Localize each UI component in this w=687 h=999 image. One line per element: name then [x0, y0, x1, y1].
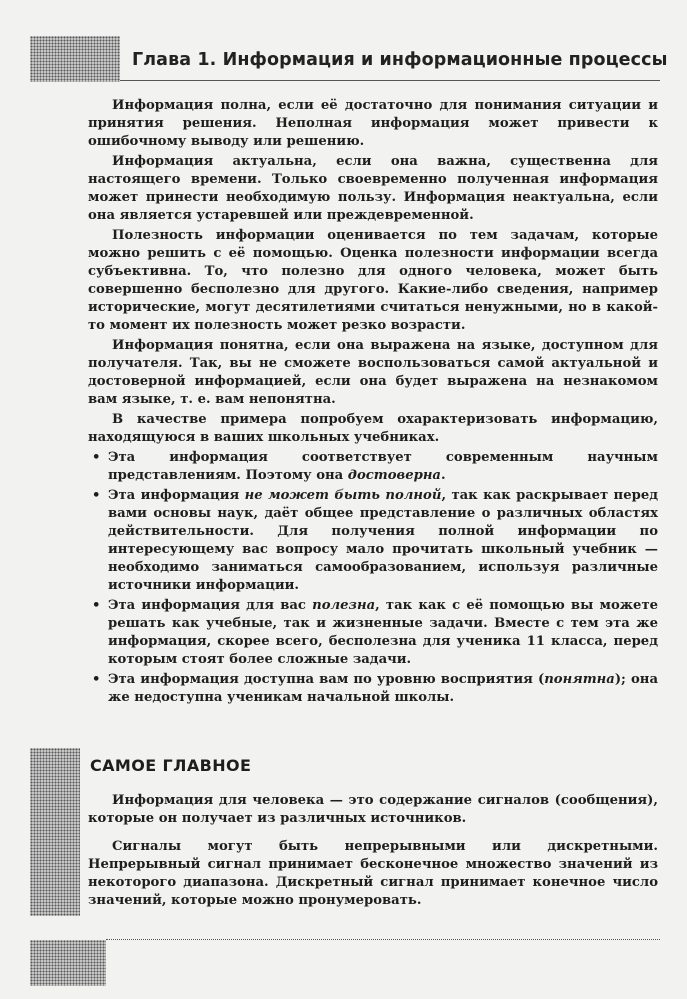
- section-title: САМОЕ ГЛАВНОЕ: [90, 756, 252, 775]
- list-item: • Эта информация не может быть полной, так как раскрывает перед вами основы наук, даёт общее представление о различных областях действительности. Для получения полной информации по интересующему вас вопросу мало прочитать школьный учебник — необходимо заниматься самообразованием, используя различные источники информации.: [92, 488, 658, 593]
- summary-paragraph: Сигналы могут быть непрерывными или дискретными. Непрерывный сигнал принимает бесконечное множество значений из некоторого диапазона. Дискретный сигнал принимает конечное число значений, которые можно пронумеровать.: [88, 839, 658, 908]
- paragraph-usefulness: Полезность информации оценивается по тем задачам, которые можно решить с её помощью. Оценка полезности информации всегда субъективна. То, что полезно для одного человека, может быть совершенно бесполезно для другого. Какие-либо сведения, например исторические, могут десятилетиями считаться ненужными, но в какой-то момент их полезность может резко возрасти.: [88, 228, 658, 333]
- footer-rule: [106, 939, 660, 940]
- paragraph-example: В качестве примера попробуем охарактеризовать информацию, находящуюся в ваших школьных учебниках.: [88, 412, 658, 445]
- list-item: • Эта информация доступна вам по уровню восприятия (понятна); она же недоступна ученикам начальной школы.: [92, 672, 658, 705]
- list-item: • Эта информация для вас полезна, так как с её помощью вы можете решать как учебные, так и жизненные задачи. Вместе с тем эта же информация, скорее всего, бесполезна для ученика 11 класса, перед которым стоят более сложные задачи.: [92, 598, 659, 667]
- paragraph-completeness: Информация полна, если её достаточно для понимания ситуации и принятия решения. Неполная информация может привести к ошибочному выводу или решению.: [88, 98, 658, 149]
- header-halftone-block: [30, 36, 120, 82]
- paragraph-clarity: Информация понятна, если она выражена на языке, доступном для получателя. Так, вы не сможете воспользоваться самой актуальной и достоверной информацией, если она будет выражена на незнакомом вам языке, т. е. вам непонятна.: [88, 338, 658, 407]
- section-halftone-block: [30, 748, 80, 916]
- bullet-icon: •: [92, 488, 101, 503]
- chapter-title: Глава 1. Информация и информационные процессы: [132, 50, 668, 70]
- footer-halftone-block: [30, 940, 106, 986]
- main-text: [88, 97, 658, 707]
- summary-paragraph: Информация для человека — это содержание сигналов (сообщения), которые он получает из различных источников.: [88, 793, 658, 826]
- bullet-icon: •: [92, 598, 101, 613]
- summary-text: [88, 792, 658, 910]
- bullet-icon: •: [92, 450, 101, 465]
- paragraph-relevance: Информация актуальна, если она важна, существенна для настоящего времени. Только своевременно полученная информация может принести необходимую пользу. Информация неактуальна, если она является устаревшей или преждевременной.: [88, 154, 658, 223]
- bullet-list: [88, 449, 658, 707]
- list-item: • Эта информация соответствует современным научным представлениям. Поэтому она достоверна.: [92, 450, 658, 483]
- bullet-icon: •: [92, 672, 101, 687]
- header-rule: [120, 80, 660, 81]
